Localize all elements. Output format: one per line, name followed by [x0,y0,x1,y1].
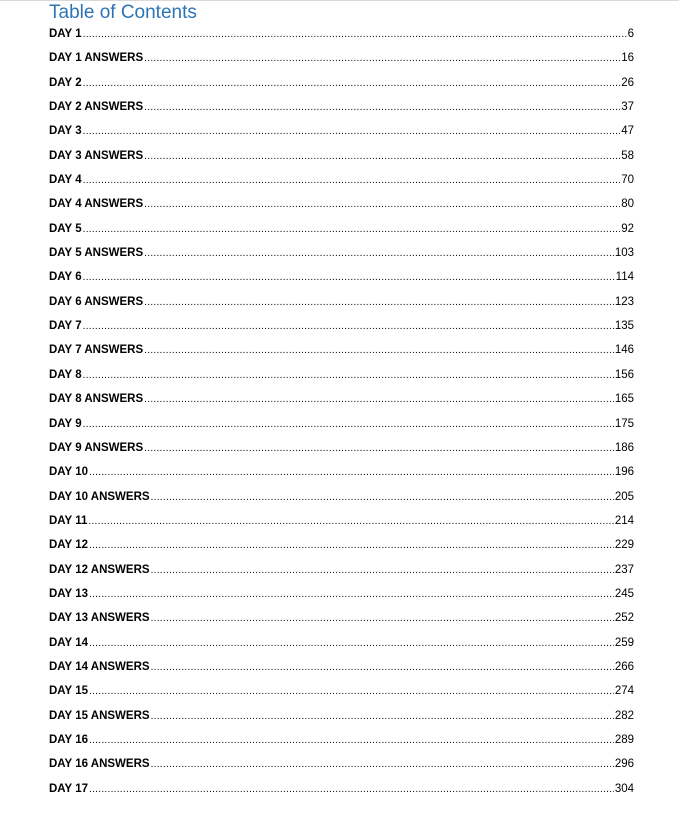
toc-entry-page-number: 252 [614,612,634,625]
toc-entry-row [49,173,634,188]
toc-entry[interactable] [49,608,634,632]
toc-dot-leader [144,296,614,310]
toc-entry-label: DAY 10 ANSWERS [49,490,150,503]
toc-dot-leader [83,223,621,237]
toc-entry-page-number: 175 [614,417,634,430]
toc-entry-page-number: 26 [621,76,634,89]
toc-entry[interactable] [49,560,634,584]
table-of-contents [49,2,634,803]
toc-dot-leader [83,369,614,383]
toc-entry-row [49,124,634,139]
toc-entry-page-number: 80 [621,198,634,211]
toc-entry-page-number: 103 [614,247,634,260]
toc-entry-row [49,733,634,748]
toc-entry[interactable] [49,365,634,389]
toc-entry-label: DAY 16 [49,733,89,746]
toc-entry-page-number: 229 [614,539,634,552]
toc-entry[interactable] [49,292,634,316]
toc-entry-page-number: 146 [614,344,634,357]
toc-entry-row [49,27,634,42]
toc-dot-leader [151,491,614,505]
toc-entry-page-number: 205 [614,490,634,503]
toc-entry-label: DAY 2 [49,76,82,89]
toc-entry-row [49,465,634,480]
toc-entry[interactable] [49,730,634,754]
toc-entry-list [49,24,634,803]
toc-entry-page-number: 16 [621,52,634,65]
toc-entry-page-number: 282 [614,709,634,722]
toc-entry-page-number: 245 [614,587,634,600]
toc-entry-row [49,343,634,358]
toc-entry-label: DAY 5 [49,222,82,235]
toc-dot-leader [83,271,615,285]
toc-entry[interactable] [49,170,634,194]
toc-entry-row [49,636,634,651]
toc-entry-label: DAY 17 [49,782,89,795]
toc-entry[interactable] [49,267,634,291]
toc-dot-leader [151,612,614,626]
toc-entry-page-number: 123 [614,295,634,308]
toc-dot-leader [151,564,614,578]
toc-entry[interactable] [49,414,634,438]
toc-entry-label: DAY 6 [49,271,82,284]
toc-dot-leader [83,28,627,42]
toc-dot-leader [144,393,614,407]
toc-entry[interactable] [49,438,634,462]
toc-entry-row [49,684,634,699]
toc-entry-row [49,660,634,675]
toc-title: Table of Contents [49,2,197,23]
toc-dot-leader [89,637,614,651]
toc-dot-leader [83,125,621,139]
toc-entry[interactable] [49,389,634,413]
toc-entry-page-number: 47 [621,125,634,138]
toc-entry-label: DAY 15 ANSWERS [49,709,150,722]
toc-entry[interactable] [49,73,634,97]
toc-entry-row [49,149,634,164]
toc-entry-row [49,222,634,237]
toc-entry-page-number: 156 [614,368,634,381]
toc-dot-leader [144,150,620,164]
toc-dot-leader [144,198,620,212]
toc-entry-row [49,368,634,383]
toc-entry-label: DAY 12 [49,539,89,552]
toc-dot-leader [89,539,614,553]
toc-dot-leader [83,418,614,432]
toc-entry-row [49,563,634,578]
toc-dot-leader [89,783,614,797]
toc-entry-label: DAY 14 [49,636,89,649]
toc-entry-label: DAY 8 ANSWERS [49,393,144,406]
toc-entry-page-number: 296 [614,758,634,771]
toc-dot-leader [144,442,614,456]
toc-entry[interactable] [49,24,634,48]
toc-entry-page-number: 165 [614,393,634,406]
toc-dot-leader [151,661,614,675]
toc-entry-label: DAY 13 ANSWERS [49,612,150,625]
toc-dot-leader [151,710,614,724]
toc-entry-label: DAY 3 [49,125,82,138]
toc-entry-label: DAY 14 ANSWERS [49,660,150,673]
toc-entry-label: DAY 11 [49,514,88,527]
toc-entry-page-number: 6 [627,28,634,40]
toc-entry-label: DAY 9 ANSWERS [49,441,144,454]
toc-entry-row [49,538,634,553]
toc-entry-row [49,197,634,212]
toc-entry-row [49,270,634,285]
toc-dot-leader [144,101,620,115]
toc-entry-row [49,100,634,115]
toc-entry[interactable] [49,681,634,705]
toc-entry-label: DAY 5 ANSWERS [49,247,144,260]
toc-entry-row [49,587,634,602]
toc-entry[interactable] [49,706,634,730]
toc-entry-label: DAY 4 [49,174,82,187]
toc-entry-label: DAY 4 ANSWERS [49,198,144,211]
toc-dot-leader [89,588,614,602]
toc-entry[interactable] [49,340,634,364]
toc-entry[interactable] [49,462,634,486]
toc-entry-row [49,441,634,456]
toc-entry-page-number: 92 [621,222,634,235]
toc-entry[interactable] [49,316,634,340]
toc-entry-label: DAY 7 ANSWERS [49,344,144,357]
toc-entry[interactable] [49,535,634,559]
toc-dot-leader [144,344,614,358]
toc-entry-page-number: 274 [614,685,634,698]
toc-entry-label: DAY 13 [49,587,89,600]
toc-entry-row [49,51,634,66]
toc-entry-page-number: 196 [614,466,634,479]
toc-entry-row [49,76,634,91]
page-top-border [0,0,679,1]
toc-entry-label: DAY 9 [49,417,82,430]
toc-entry-page-number: 266 [614,660,634,673]
toc-entry-page-number: 214 [614,514,634,527]
toc-entry-page-number: 186 [614,441,634,454]
toc-dot-leader [89,685,614,699]
toc-entry-label: DAY 1 [49,28,82,40]
toc-dot-leader [144,52,620,66]
toc-entry[interactable] [49,657,634,681]
toc-dot-leader [83,77,621,91]
toc-dot-leader [144,247,614,261]
toc-entry-label: DAY 10 [49,466,89,479]
toc-entry-row [49,490,634,505]
toc-dot-leader [89,734,614,748]
toc-dot-leader [88,515,613,529]
toc-entry-row [49,295,634,310]
toc-entry-label: DAY 8 [49,368,82,381]
toc-entry[interactable] [49,754,634,778]
toc-entry-label: DAY 12 ANSWERS [49,563,150,576]
toc-entry-page-number: 114 [615,271,634,284]
toc-entry-label: DAY 2 ANSWERS [49,101,144,114]
toc-entry[interactable] [49,633,634,657]
toc-entry-row [49,417,634,432]
toc-entry-label: DAY 3 ANSWERS [49,149,144,162]
toc-entry-page-number: 259 [614,636,634,649]
toc-dot-leader [89,466,614,480]
toc-entry-label: DAY 1 ANSWERS [49,52,144,65]
toc-entry-page-number: 289 [614,733,634,746]
toc-entry[interactable] [49,779,634,803]
toc-entry-row [49,246,634,261]
toc-dot-leader [83,320,614,334]
toc-entry-page-number: 37 [621,101,634,114]
toc-entry-page-number: 58 [621,149,634,162]
toc-entry[interactable] [49,146,634,170]
toc-entry[interactable] [49,511,634,535]
toc-entry[interactable] [49,243,634,267]
toc-entry-page-number: 304 [614,782,634,795]
toc-entry[interactable] [49,48,634,72]
toc-entry-page-number: 70 [621,174,634,187]
toc-entry-row [49,757,634,772]
toc-entry-label: DAY 6 ANSWERS [49,295,144,308]
toc-entry-label: DAY 15 [49,685,89,698]
toc-entry-row [49,709,634,724]
toc-entry[interactable] [49,121,634,145]
toc-entry[interactable] [49,584,634,608]
toc-entry-row [49,319,634,334]
toc-entry-row [49,782,634,797]
toc-entry-page-number: 237 [614,563,634,576]
toc-entry-page-number: 135 [614,320,634,333]
toc-dot-leader [83,174,621,188]
toc-entry[interactable] [49,219,634,243]
toc-entry[interactable] [49,194,634,218]
toc-entry-row [49,392,634,407]
toc-entry-row [49,514,634,529]
toc-entry-label: DAY 16 ANSWERS [49,758,150,771]
toc-entry-row [49,611,634,626]
toc-entry-label: DAY 7 [49,320,82,333]
toc-dot-leader [151,758,614,772]
toc-entry[interactable] [49,487,634,511]
toc-entry[interactable] [49,97,634,121]
